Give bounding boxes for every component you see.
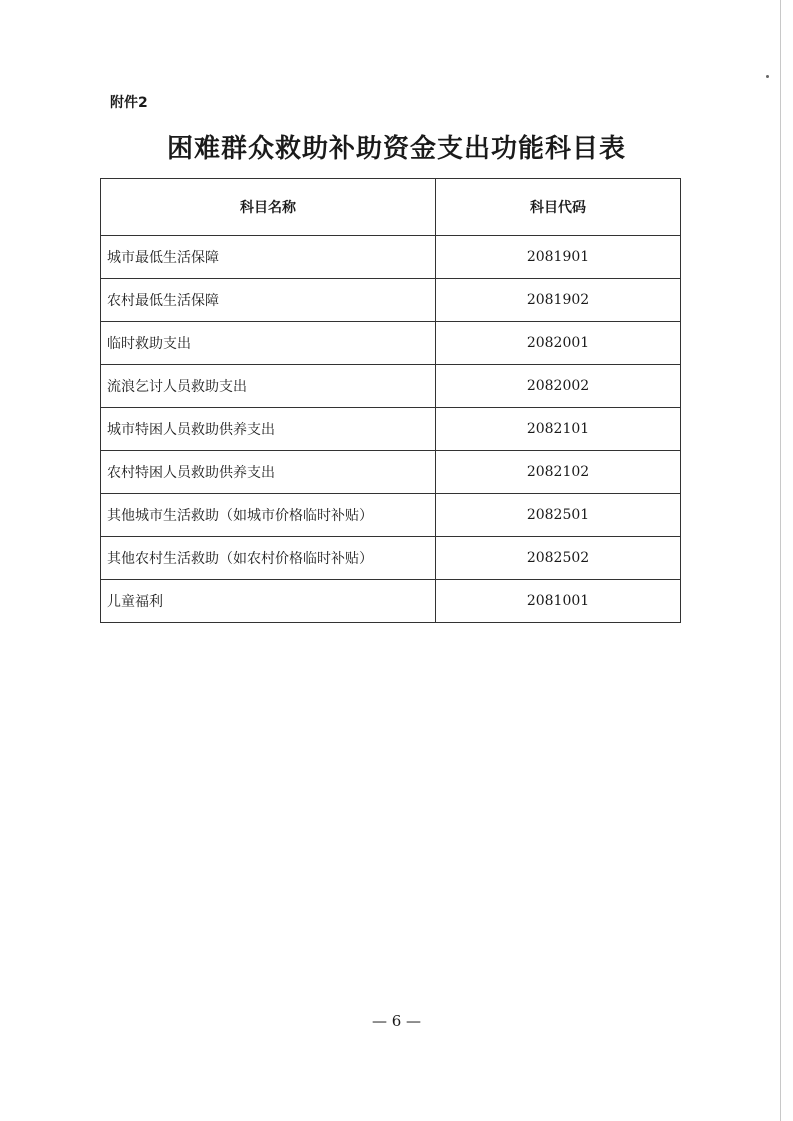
header-subject-code: 科目代码 <box>436 179 681 236</box>
table-row <box>101 279 681 322</box>
subject-code-cell: 2082002 <box>436 365 681 408</box>
page-number: — 6 — <box>371 1012 422 1030</box>
subject-code-cell: 2082102 <box>436 451 681 494</box>
scan-speck <box>766 75 769 78</box>
subject-table <box>100 178 681 623</box>
table-row <box>101 322 681 365</box>
subject-code-cell: 2081001 <box>436 580 681 623</box>
subject-name-cell: 农村特困人员救助供养支出 <box>101 451 436 494</box>
table-row <box>101 451 681 494</box>
table-row <box>101 494 681 537</box>
subject-name-cell: 流浪乞讨人员救助支出 <box>101 365 436 408</box>
subject-name-cell: 农村最低生活保障 <box>101 279 436 322</box>
subject-name-cell: 其他城市生活救助（如城市价格临时补贴） <box>101 494 436 537</box>
annex-label: 附件2 <box>110 95 148 111</box>
subject-code-cell: 2082502 <box>436 537 681 580</box>
subject-code-cell: 2082501 <box>436 494 681 537</box>
page-title: 困难群众救助补助资金支出功能科目表 <box>166 134 626 164</box>
subject-code-cell: 2082101 <box>436 408 681 451</box>
subject-name-cell: 其他农村生活救助（如农村价格临时补贴） <box>101 537 436 580</box>
subject-name-cell: 城市特困人员救助供养支出 <box>101 408 436 451</box>
table-row <box>101 236 681 279</box>
header-subject-name: 科目名称 <box>101 179 436 236</box>
subject-name-cell: 城市最低生活保障 <box>101 236 436 279</box>
subject-code-cell: 2081901 <box>436 236 681 279</box>
table-row <box>101 537 681 580</box>
scan-edge-line <box>780 0 781 1121</box>
table-row <box>101 365 681 408</box>
table-row <box>101 580 681 623</box>
table-header-row <box>101 179 681 236</box>
subject-name-cell: 临时救助支出 <box>101 322 436 365</box>
table-row <box>101 408 681 451</box>
subject-code-cell: 2081902 <box>436 279 681 322</box>
subject-name-cell: 儿童福利 <box>101 580 436 623</box>
subject-code-cell: 2082001 <box>436 322 681 365</box>
